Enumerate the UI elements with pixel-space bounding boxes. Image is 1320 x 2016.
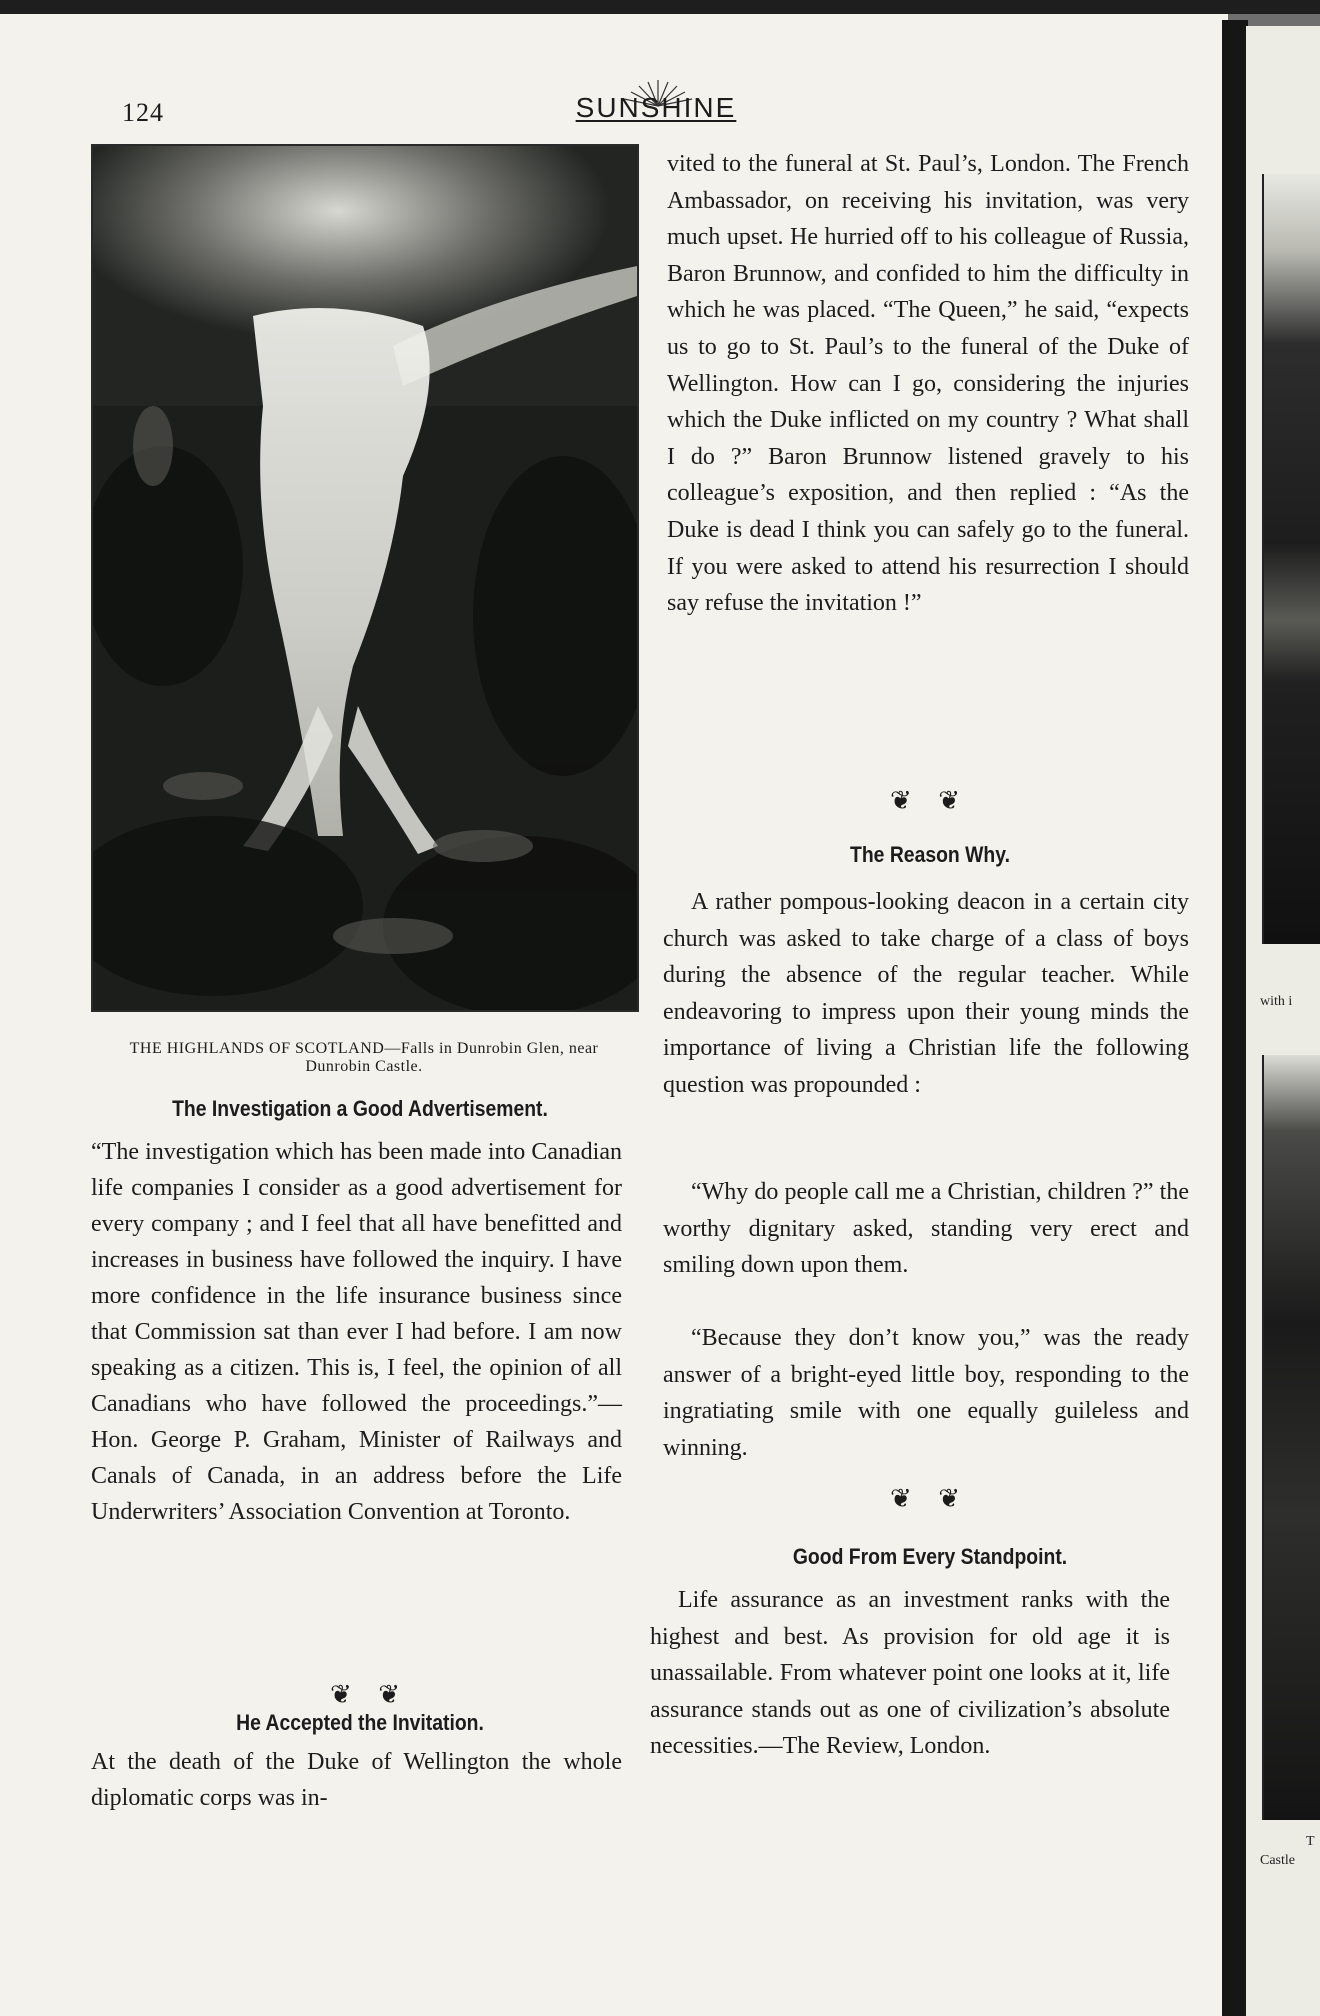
adjacent-page-edge	[1246, 26, 1320, 2016]
article-reason-paragraph: “Because they don’t know you,” was the ready answer of a bright-eyed little boy, responding to the ingratiating smile with one equally guileless and winning.	[663, 1325, 1189, 1461]
section-ornament: ❦ ❦	[889, 786, 971, 815]
scan-edge	[0, 0, 1320, 14]
section-ornament: ❦ ❦	[889, 1484, 971, 1513]
article-invitation-body-start: At the death of the Duke of Wellington the whole diplomatic corps was in-	[91, 1749, 622, 1811]
article-reason-paragraph: “Why do people call me a Christian, children ?” the worthy dignitary asked, standing very erect and smiling down upon them.	[663, 1179, 1189, 1279]
article-standpoint-body: Life assurance as an investment ranks with the highest and best. As provision for old age it is unassailable. From whatever point one looks at it, life assurance stands out as one of civilization’s absolute necessities.—The Review, London.	[650, 1587, 1170, 1760]
masthead-title: SUNSHINE	[575, 92, 737, 123]
book-gutter	[1222, 20, 1248, 2016]
adjacent-photo-top	[1262, 174, 1320, 944]
section-ornament: ❦ ❦	[329, 1680, 411, 1709]
photo-caption: THE HIGHLANDS OF SCOTLAND—Falls in Dunrobin Glen, near Dunrobin Castle.	[129, 1040, 599, 1075]
heading-invitation: He Accepted the Invitation.	[236, 1710, 484, 1735]
heading-investigation: The Investigation a Good Advertisement.	[172, 1096, 548, 1121]
waterfall-photo	[91, 144, 639, 1012]
article-reason-paragraph: A rather pompous-looking deacon in a certain city church was asked to take charge of a class of boys during the absence of the regular teacher. While endeavoring to impress upon their young minds the importance of living a Christian life the following question was propounded :	[663, 889, 1189, 1098]
adjacent-photo-bottom	[1262, 1055, 1320, 1820]
heading-reason: The Reason Why.	[850, 842, 1010, 867]
article-invitation-body-continued: vited to the funeral at St. Paul’s, London. The French Ambassador, on receiving his invitation, was very much upset. He hurried off to his colleague of Russia, Baron Brunnow, and confided to him the difficulty in which he was placed. “The Queen,” he said, “expects us to go to St. Paul’s to the funeral of the Duke of Wellington. How can I go, considering the injuries which the Duke inflicted on my country ? What shall I do ?” Baron Brunnow listened gravely to his colleague’s exposition, and then replied : “As the Duke is dead I think you can safely go to the funeral. If you were asked to attend his resurrection I should say refuse the invitation !”	[667, 151, 1189, 617]
page-number: 124	[122, 98, 164, 127]
article-investigation-body: “The investigation which has been made into Canadian life companies I consider as a good advertisement for every company ; and I feel that all have benefitted and increases in business have followed the inquiry. I have more confidence in the life insurance business since that Commission sat than ever I had before. I am now speaking as a citizen. This is, I feel, the opinion of all Canadians who have followed the proceedings.”—Hon. George P. Graham, Minister of Railways and Canals of Canada, in an address before the Life Underwriters’ Association Convention at Toronto.	[91, 1139, 622, 1525]
adjacent-caption-fragment: Castle	[1260, 1853, 1295, 1868]
adjacent-caption-fragment: with i	[1260, 994, 1293, 1009]
adjacent-caption-fragment: T	[1306, 1834, 1315, 1849]
heading-standpoint: Good From Every Standpoint.	[792, 1544, 1068, 1569]
